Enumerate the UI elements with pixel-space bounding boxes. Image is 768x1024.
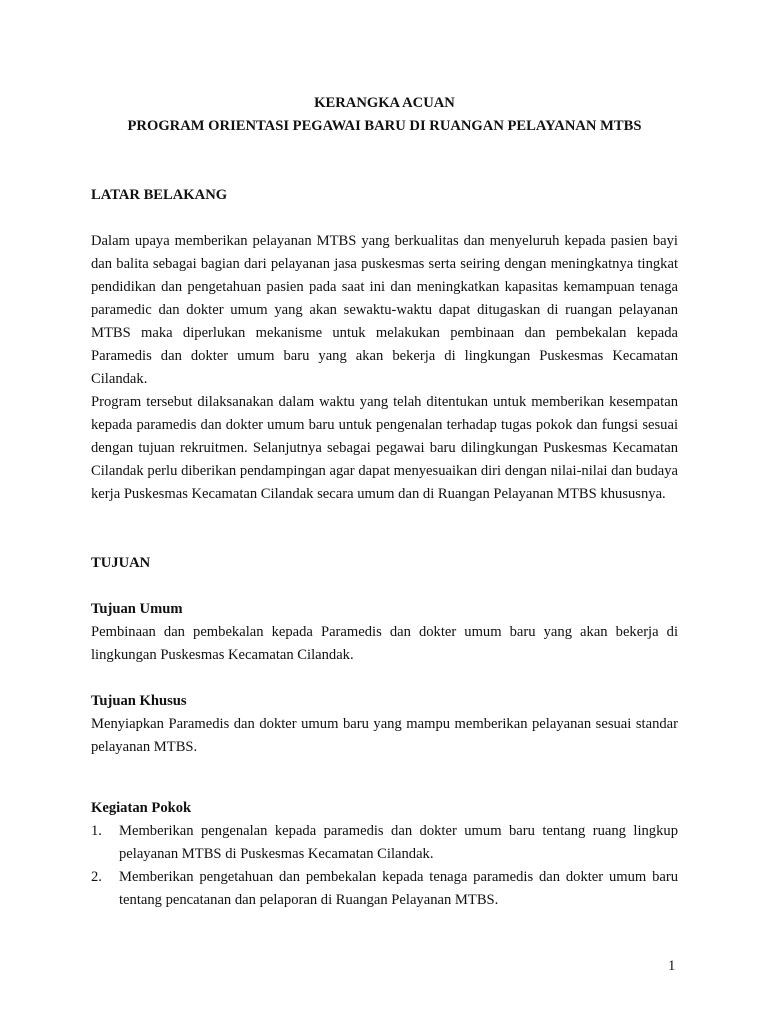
list-item-number: 2. — [91, 869, 102, 885]
list-item-text: Memberikan pengetahuan dan pembekalan kepada tenaga paramedis dan dokter umum baru tentang pencatanan dan pelaporan di Ruangan Pelayanan MTBS. — [119, 869, 678, 908]
latar-belakang-paragraph-1: Dalam upaya memberikan pelayanan MTBS yang berkualitas dan menyeluruh kepada pasien bayi dan balita sebagai bagian dari pelayanan jasa puskesmas serta seiring dengan meningkatnya tingkat pendidikan dan pengetahuan pasien pada saat ini dan meningkatkan kapasitas kemampuan tenaga paramedic dan dokter umum yang akan sewaktu-waktu dapat ditugaskan di ruangan pelayanan MTBS maka diperlukan mekanisme untuk melakukan pembinaan dan pembekalan kepada Paramedis dan dokter umum baru yang akan bekerja di lingkungan Puskesmas Kecamatan Cilandak. — [91, 233, 678, 387]
subheading-tujuan-khusus: Tujuan Khusus — [91, 693, 187, 709]
section-heading-tujuan: TUJUAN — [91, 555, 151, 571]
list-item — [91, 820, 678, 866]
tujuan-khusus-text: Menyiapkan Paramedis dan dokter umum baru yang mampu memberikan pelayanan sesuai standar pelayanan MTBS. — [91, 716, 678, 755]
page-number: 1 — [668, 958, 676, 974]
list-item-text: Memberikan pengenalan kepada paramedis dan dokter umum baru tentang ruang lingkup pelayanan MTBS di Puskesmas Kecamatan Cilandak. — [119, 823, 678, 862]
document-subtitle: PROGRAM ORIENTASI PEGAWAI BARU DI RUANGAN PELAYANAN MTBS — [127, 118, 642, 134]
subheading-kegiatan-pokok: Kegiatan Pokok — [91, 800, 192, 816]
subheading-tujuan-umum: Tujuan Umum — [91, 601, 183, 617]
list-item — [91, 866, 678, 912]
latar-belakang-paragraph-2: Program tersebut dilaksanakan dalam waktu yang telah ditentukan untuk memberikan kesempatan kepada paramedis dan dokter umum baru untuk pengenalan terhadap tugas pokok dan fungsi sesuai dengan tujuan rekruitmen. Selanjutnya sebagai pegawai baru dilingkungan Puskesmas Kecamatan Cilandak perlu diberikan pendampingan agar dapat menyesuaikan diri dengan nilai-nilai dan budaya kerja Puskesmas Kecamatan Cilandak secara umum dan di Ruangan Pelayanan MTBS khususnya. — [91, 394, 678, 502]
tujuan-umum-text: Pembinaan dan pembekalan kepada Paramedis dan dokter umum baru yang akan bekerja di lingkungan Puskesmas Kecamatan Cilandak. — [91, 624, 678, 663]
section-heading-latar-belakang: LATAR BELAKANG — [91, 187, 228, 203]
kegiatan-pokok-list — [91, 820, 678, 912]
document-title: KERANGKA ACUAN — [314, 95, 455, 111]
list-item-number: 1. — [91, 823, 102, 839]
document-page — [91, 92, 678, 912]
